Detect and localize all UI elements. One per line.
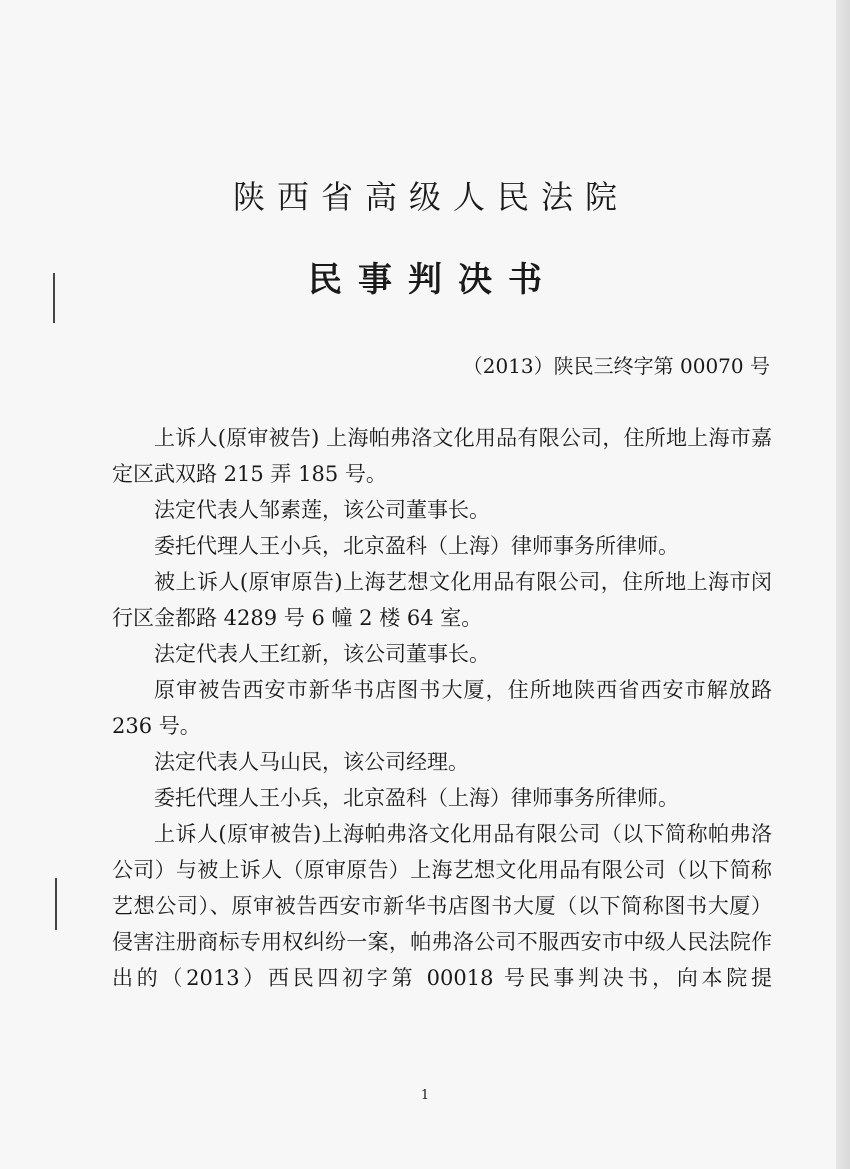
paragraph-appellee-representative: 法定代表人王红新，该公司董事长。 <box>154 642 490 666</box>
paragraph-defendant-representative: 法定代表人马山民，该公司经理。 <box>154 750 469 774</box>
paragraph-defendant-agent: 委托代理人王小兵，北京盈科（上海）律师事务所律师。 <box>154 786 679 810</box>
page-number: 1 <box>420 1088 430 1103</box>
binding-mark <box>55 878 57 930</box>
paragraph-case-summary: 上诉人(原审被告)上海帕弗洛文化用品有限公司（以下简称帕弗洛公司）与被上诉人（原审原告）上海艺想文化用品有限公司（以下简称艺想公司）、原审被告西安市新华书店图书大厦（以下简称图书大厦）侵害注册商标专用权纠纷一案，帕弗洛公司不服西安市中级人民法院作出的（2013）西民四初字第 00018 号民事判决书，向本院提 <box>112 822 772 990</box>
paragraph-appellee: 被上诉人(原审原告)上海艺想文化用品有限公司，住所地上海市闵行区金都路 4289 号 6 幢 2 楼 64 室。 <box>112 570 772 630</box>
paragraph-appellant-agent: 委托代理人王小兵，北京盈科（上海）律师事务所律师。 <box>154 534 679 558</box>
paragraph-original-defendant: 原审被告西安市新华书店图书大厦，住所地陕西省西安市解放路 236 号。 <box>112 678 772 738</box>
paragraph-appellant-representative: 法定代表人邹素莲，该公司董事长。 <box>154 498 490 522</box>
court-name: 陕西省高级人民法院 <box>232 178 629 216</box>
document-title: 民事判决书 <box>308 260 558 300</box>
paragraph-appellant: 上诉人(原审被告) 上海帕弗洛文化用品有限公司，住所地上海市嘉定区武双路 215 弄 185 号。 <box>112 426 772 486</box>
judgment-body <box>112 420 772 996</box>
case-number: （2013）陕民三终字第 00070 号 <box>462 354 770 378</box>
